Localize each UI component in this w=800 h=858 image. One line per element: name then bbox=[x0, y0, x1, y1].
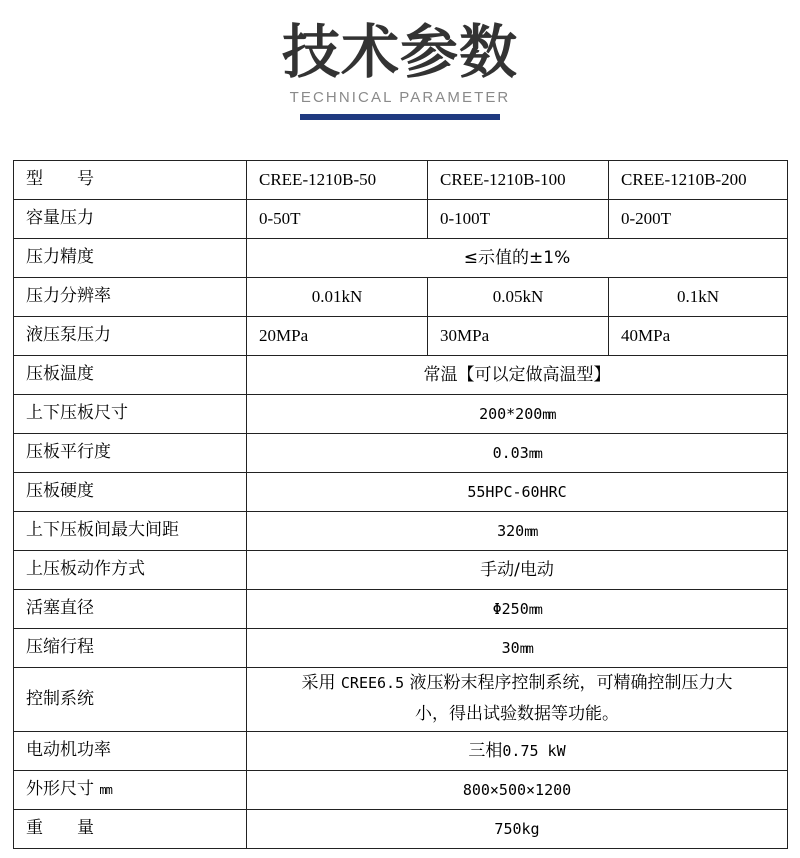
row-label-piston-diameter: 活塞直径 bbox=[14, 590, 247, 629]
row-value-capacity-200: 0-200T bbox=[609, 200, 788, 239]
row-label-platen-hardness: 压板硬度 bbox=[14, 473, 247, 512]
row-label-weight: 重 量 bbox=[14, 809, 247, 848]
row-label-platen-temperature: 压板温度 bbox=[14, 356, 247, 395]
row-value-resolution-200: 0.1kN bbox=[609, 278, 788, 317]
row-label-platen-size: 上下压板尺寸 bbox=[14, 395, 247, 434]
row-value-pump-100: 30MPa bbox=[428, 317, 609, 356]
row-label-platen-parallelism: 压板平行度 bbox=[14, 434, 247, 473]
table-row bbox=[14, 317, 788, 356]
row-label-capacity-pressure: 容量压力 bbox=[14, 200, 247, 239]
row-value-weight: 750kg bbox=[247, 809, 788, 848]
table-row bbox=[14, 668, 788, 732]
row-value-platen-hardness: 55HPC-60HRC bbox=[247, 473, 788, 512]
control-system-paragraph: 采用 CREE6.5 液压粉末程序控制系统，可精确控制压力大 小，得出试验数据等功能。 bbox=[301, 673, 733, 725]
page-title: 技术参数 bbox=[281, 20, 518, 85]
row-value-motor-power: 三相0.75 kW bbox=[247, 731, 788, 770]
table-row bbox=[14, 629, 788, 668]
row-value-resolution-50: 0.01kN bbox=[247, 278, 428, 317]
table-row bbox=[14, 356, 788, 395]
table-row bbox=[14, 395, 788, 434]
row-value-piston-diameter: Φ250mm bbox=[247, 590, 788, 629]
table-row bbox=[14, 473, 788, 512]
table-row bbox=[14, 434, 788, 473]
table-row bbox=[14, 161, 788, 200]
row-value-pump-200: 40MPa bbox=[609, 317, 788, 356]
row-value-upper-platen-action: 手动/电动 bbox=[247, 551, 788, 590]
row-label-pressure-resolution: 压力分辨率 bbox=[14, 278, 247, 317]
row-value-control-system bbox=[247, 668, 788, 732]
table-row bbox=[14, 731, 788, 770]
table-row bbox=[14, 239, 788, 278]
table-row bbox=[14, 200, 788, 239]
row-value-compression-stroke: 30mm bbox=[247, 629, 788, 668]
table-row bbox=[14, 590, 788, 629]
row-label-compression-stroke: 压缩行程 bbox=[14, 629, 247, 668]
row-value-max-platen-gap: 320mm bbox=[247, 512, 788, 551]
table-row bbox=[14, 770, 788, 809]
row-value-model-100: CREE-1210B-100 bbox=[428, 161, 609, 200]
row-label-overall-dimensions: 外形尺寸 mm bbox=[14, 770, 247, 809]
row-value-capacity-100: 0-100T bbox=[428, 200, 609, 239]
row-value-capacity-50: 0-50T bbox=[247, 200, 428, 239]
row-value-overall-dimensions: 800×500×1200 bbox=[247, 770, 788, 809]
row-label-max-platen-gap: 上下压板间最大间距 bbox=[14, 512, 247, 551]
table-row bbox=[14, 551, 788, 590]
page-header bbox=[0, 0, 800, 120]
row-label-pressure-accuracy: 压力精度 bbox=[14, 239, 247, 278]
accent-underline-bar bbox=[300, 114, 500, 120]
table-row bbox=[14, 512, 788, 551]
row-label-control-system: 控制系统 bbox=[14, 668, 247, 732]
row-label-upper-platen-action: 上压板动作方式 bbox=[14, 551, 247, 590]
table-row bbox=[14, 809, 788, 848]
row-value-pump-50: 20MPa bbox=[247, 317, 428, 356]
row-value-pressure-accuracy: ≤示值的±1% bbox=[247, 239, 788, 278]
spec-table-body bbox=[14, 161, 788, 849]
technical-parameter-table bbox=[13, 160, 788, 849]
table-row bbox=[14, 278, 788, 317]
row-value-platen-parallelism: 0.03mm bbox=[247, 434, 788, 473]
row-value-platen-temperature: 常温【可以定做高温型】 bbox=[247, 356, 788, 395]
row-label-model: 型 号 bbox=[14, 161, 247, 200]
row-value-model-50: CREE-1210B-50 bbox=[247, 161, 428, 200]
row-value-resolution-100: 0.05kN bbox=[428, 278, 609, 317]
row-label-pump-pressure: 液压泵压力 bbox=[14, 317, 247, 356]
row-value-model-200: CREE-1210B-200 bbox=[609, 161, 788, 200]
page-subtitle: TECHNICAL PARAMETER bbox=[289, 89, 511, 107]
spec-table-wrapper bbox=[13, 160, 787, 849]
row-label-motor-power: 电动机功率 bbox=[14, 731, 247, 770]
row-value-platen-size: 200*200mm bbox=[247, 395, 788, 434]
